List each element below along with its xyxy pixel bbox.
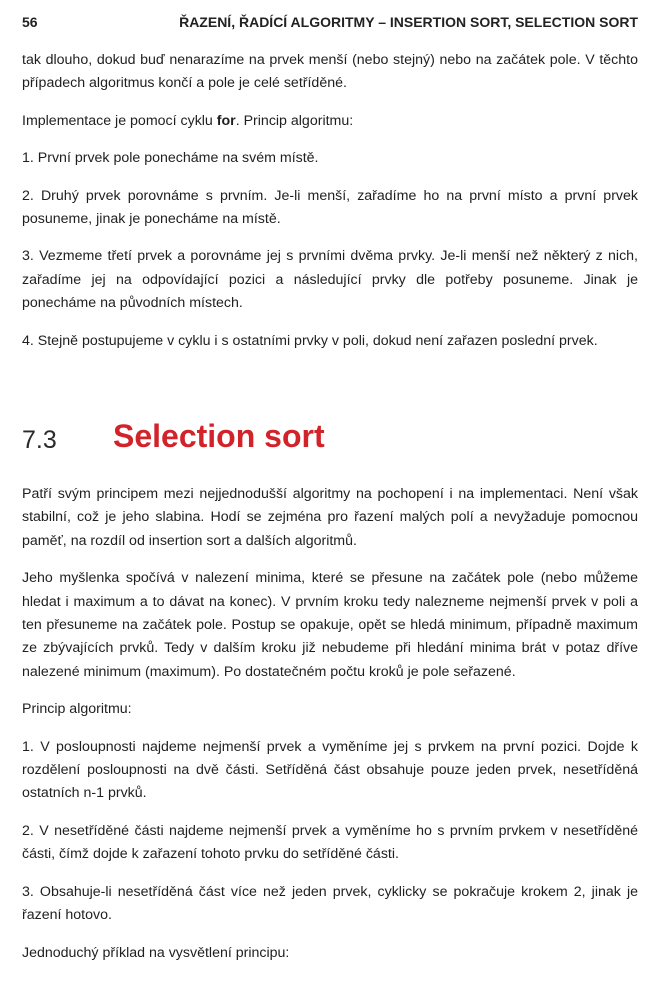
paragraph: Jednoduchý příklad na vysvětlení principu:	[22, 944, 290, 961]
section-heading	[22, 418, 638, 462]
list-item: 2. Druhý prvek porovnáme s prvním. Je-li menší, zařadíme ho na první místo a první prvek posuneme, jinak je ponecháme na místě.	[22, 187, 638, 228]
section-title: Selection sort	[113, 418, 325, 454]
running-header	[22, 14, 638, 36]
section-number: 7.3	[22, 426, 57, 454]
bold-keyword: for	[216, 112, 236, 129]
page-number: 56	[22, 14, 38, 30]
paragraph: Jeho myšlenka spočívá v nalezení minima, které se přesune na začátek pole (nebo můžeme hledat i maximum a to dávat na konec). V prvním kroku tedy nalezneme nejmenší prvek v poli a ten přesuneme na začátek pole. Postup se opakuje, opět se hledá minimum, případně maximum ze zbývajících prvků. Tedy v dalším kroku již nebudeme při hledání minima brát v potaz dříve nalezené minimum (maximum). Po dostatečném počtu kroků je pole seřazené.	[22, 570, 638, 680]
text: . Princip algoritmu:	[235, 112, 354, 129]
insertion-sort-text	[22, 49, 638, 367]
chapter-title: ŘAZENÍ, ŘADÍCÍ ALGORITMY – INSERTION SORT, SELECTION SORT	[179, 14, 638, 30]
list-item: 4. Stejně postupujeme v cyklu i s ostatními prvky v poli, dokud není zařazen poslední prvek.	[22, 332, 598, 349]
paragraph: tak dlouho, dokud buď nenarazíme na prvek menší (nebo stejný) nebo na začátek pole. V těchto případech algoritmus končí a pole je celé setříděné.	[22, 52, 638, 92]
paragraph: Princip algoritmu:	[22, 701, 132, 718]
list-item: 1. První prvek pole ponecháme na svém místě.	[22, 150, 319, 167]
list-item: 3. Obsahuje-li nesetříděná část více než jeden prvek, cyklicky se pokračuje krokem 2, jinak je řazení hotovo.	[22, 883, 638, 924]
selection-sort-text	[22, 483, 638, 979]
text: Implementace je pomocí cyklu	[22, 112, 217, 129]
list-item: 2. V nesetříděné části najdeme nejmenší prvek a vyměníme ho s prvním prvkem v nesetříděné části, čímž dojde k zařazení tohoto prvku do setříděné části.	[22, 822, 638, 863]
list-item: 3. Vezmeme třetí prvek a porovnáme jej s prvními dvěma prvky. Je-li menší než některý z nich, zařadíme jej na odpovídající pozici a následující prvky dle potřeby posuneme. Jinak je ponecháme na původních místech.	[22, 248, 638, 312]
list-item: 1. V posloupnosti najdeme nejmenší prvek a vyměníme jej s prvkem na první pozici. Dojde k rozdělení posloupnosti na dvě části. Setříděná část obsahuje pouze jeden prvek, nesetříděná ostatních n-1 prvků.	[22, 738, 638, 802]
paragraph	[22, 110, 638, 133]
paragraph: Patří svým principem mezi nejjednodušší algoritmy na pochopení i na implementaci. Není však stabilní, což je jeho slabina. Hodí se zejména pro řazení malých polí a nevyžaduje pomocnou paměť, na rozdíl od insertion sort a dalších algoritmů.	[22, 486, 638, 549]
